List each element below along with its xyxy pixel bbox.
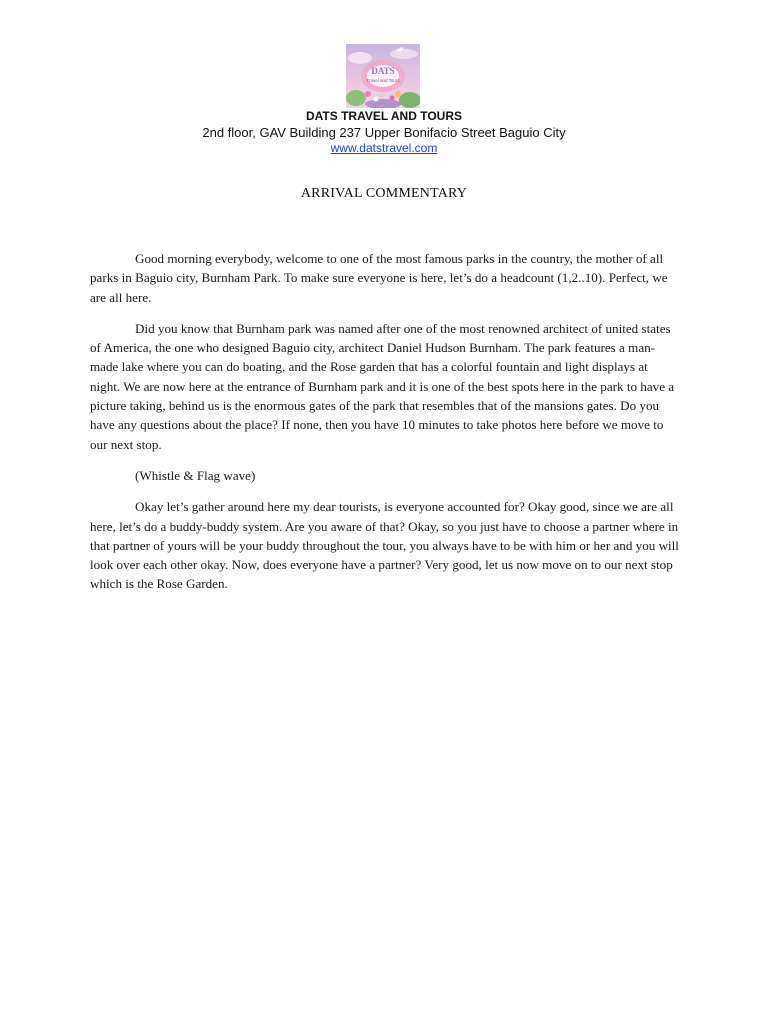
- company-address: 2nd floor, GAV Building 237 Upper Bonifacio Street Baguio City: [202, 125, 566, 140]
- svg-text:Travel and Tours: Travel and Tours: [366, 78, 400, 83]
- document-body: [90, 249, 680, 606]
- logo-image: [346, 44, 420, 108]
- paragraph-welcome: Good morning everybody, welcome to one of the most famous parks in the country, the mother of all parks in Baguio city, Burnham Park. To make sure everyone is here, let’s do a headcount (1,2..10). Perfect, we are all here.: [90, 251, 668, 305]
- paragraph-stage-direction: (Whistle & Flag wave): [135, 467, 256, 483]
- company-name: DATS TRAVEL AND TOURS: [305, 109, 462, 123]
- paragraph-buddy-system: Okay let’s gather around here my dear tourists, is everyone accounted for? Okay good, since we are all here, let’s do a buddy-buddy system. Are you aware of that? Okay, so you just have to choose a partner where in that partner of yours will be your buddy throughout the tour, you always have to be with him or her and you will look over each other okay. Now, does everyone have a partner? Very good, let us now move on to our next stop which is the Rose Garden.: [90, 499, 679, 592]
- paragraph-burnham-history: Did you know that Burnham park was named after one of the most renowned architect of united states of America, the one who designed Baguio city, architect Daniel Hudson Burnham. The park features a man-made lake where you can do boating, and the Rose garden that has a colorful fountain and light displays at night. We are now here at the entrance of Burnham park and it is one of the best spots here in the park to have a picture taking, behind us is the enormous gates of the park that resembles that of the mansions gates. Do you have any questions about the place? If none, then you have 10 minutes to take photos here before we move to our next stop.: [90, 320, 675, 452]
- website-link[interactable]: www.datstravel.com: [330, 141, 438, 155]
- svg-text:DATS: DATS: [371, 66, 395, 76]
- company-website: [0, 140, 768, 156]
- company-logo: [346, 44, 420, 108]
- document-title: ARRIVAL COMMENTARY: [300, 186, 468, 201]
